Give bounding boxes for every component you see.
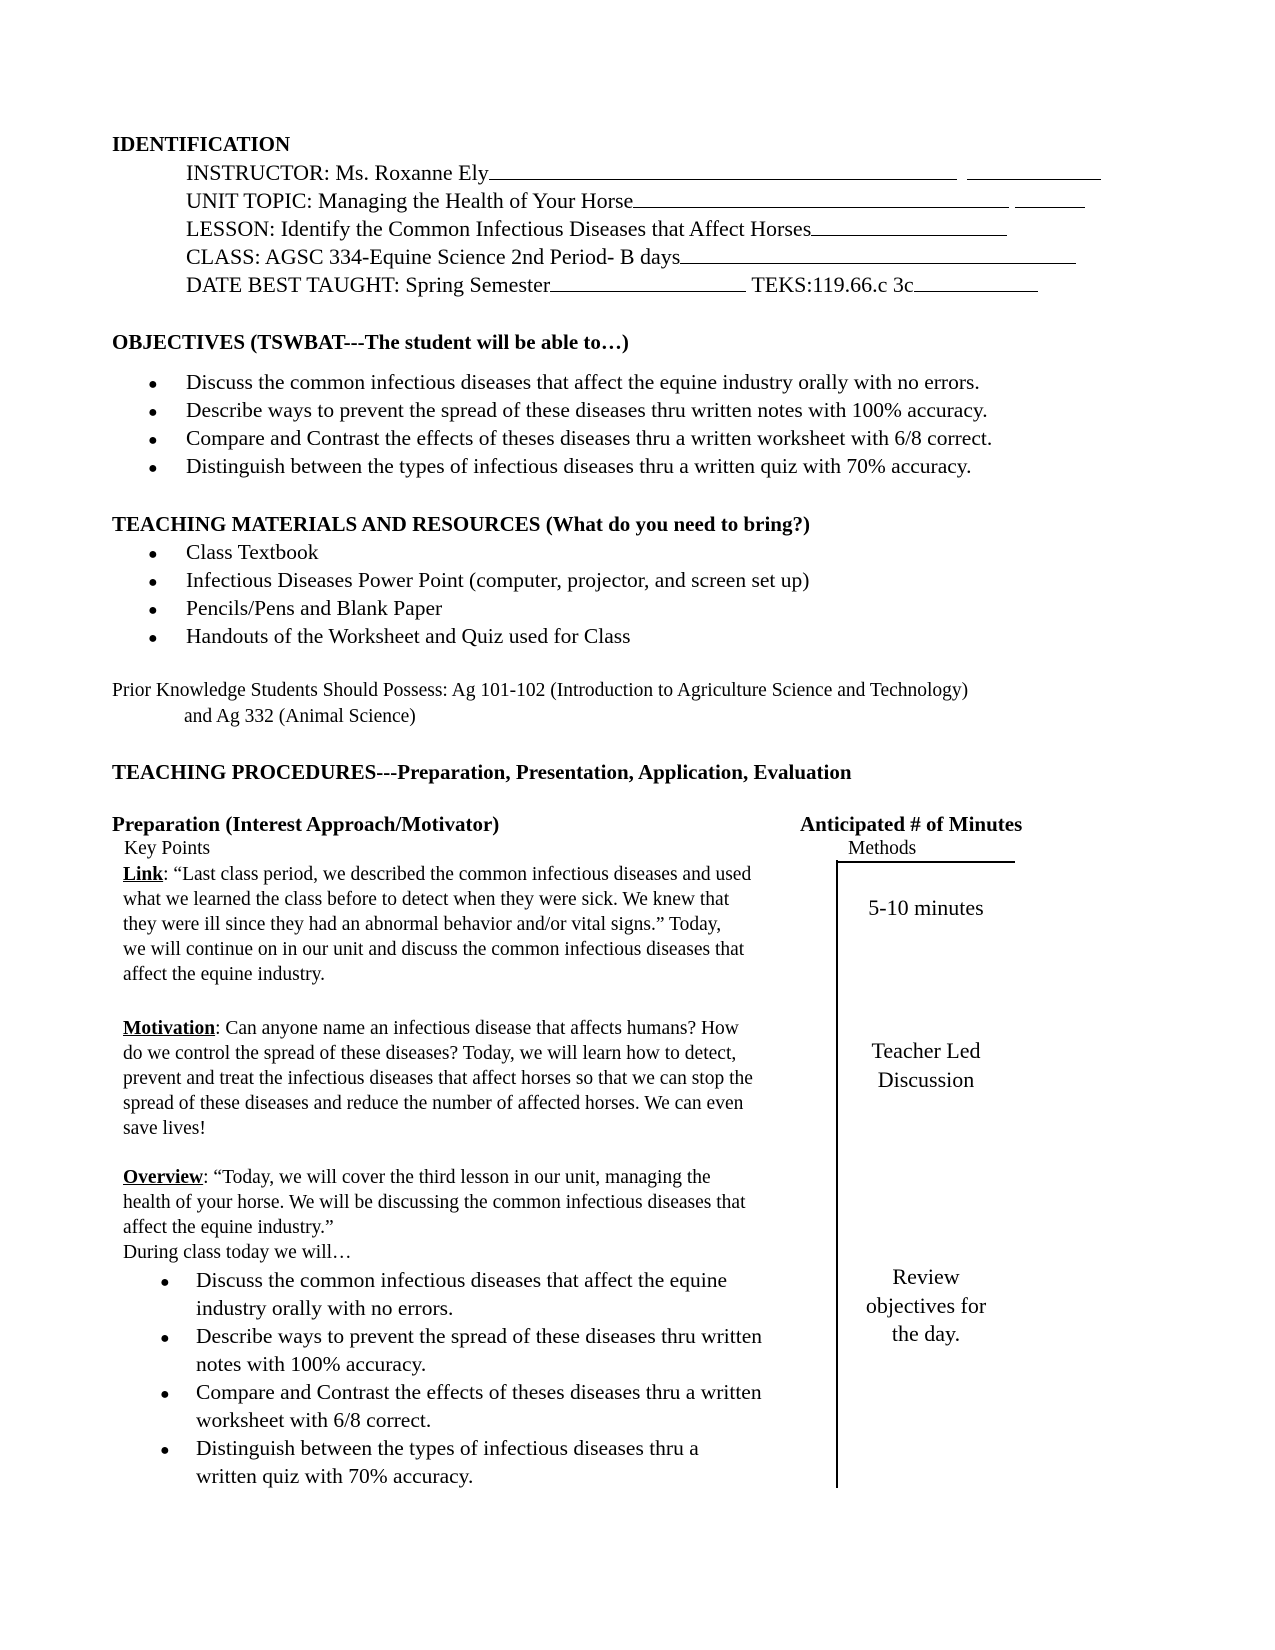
identification-heading: IDENTIFICATION bbox=[112, 132, 291, 156]
overview-bullet-cont: written quiz with 70% accuracy. bbox=[196, 1464, 474, 1488]
link-line: affect the equine industry. bbox=[123, 964, 325, 985]
bullet-icon: ● bbox=[160, 1442, 170, 1459]
motivation-line: prevent and treat the infectious diseases that affect horses so that we can stop the bbox=[123, 1068, 753, 1089]
motivation-label: Motivation bbox=[123, 1018, 216, 1039]
material-item: Infectious Diseases Power Point (computer, projector, and screen set up) bbox=[186, 568, 810, 592]
link-text: : “Last class period, we described the common infectious diseases and used bbox=[163, 864, 752, 885]
prior-knowledge-line2: and Ag 332 (Animal Science) bbox=[184, 706, 416, 727]
bullet-icon: ● bbox=[148, 630, 158, 647]
motivation-line: do we control the spread of these diseases? Today, we will learn how to detect, bbox=[123, 1043, 737, 1064]
overview-line: affect the equine industry.” bbox=[123, 1217, 334, 1238]
teks-text: TEKS:119.66.c 3c bbox=[751, 272, 914, 297]
materials-heading: TEACHING MATERIALS AND RESOURCES (What do you need to bring?) bbox=[112, 512, 810, 536]
methods-underline bbox=[837, 861, 1015, 863]
link-line: what we learned the class before to detect when they were sick. We knew that bbox=[123, 889, 730, 910]
overview-bullet-cont: industry orally with no errors. bbox=[196, 1296, 454, 1320]
overview-line bbox=[123, 1167, 711, 1189]
prior-knowledge-line1: Prior Knowledge Students Should Possess: Ag 101-102 (Introduction to Agriculture Science and Technology) bbox=[112, 680, 969, 701]
bullet-icon: ● bbox=[160, 1386, 170, 1403]
motivation-text: : Can anyone name an infectious disease that affects humans? How bbox=[215, 1018, 739, 1039]
overview-method-2: objectives for bbox=[865, 1293, 987, 1318]
lesson-line bbox=[186, 216, 1007, 242]
objective-item: Distinguish between the types of infectious diseases thru a written quiz with 70% accuracy. bbox=[186, 454, 972, 478]
bullet-icon: ● bbox=[148, 404, 158, 421]
material-item: Class Textbook bbox=[186, 540, 319, 564]
objective-item: Describe ways to prevent the spread of these diseases thru written notes with 100% accuracy. bbox=[186, 398, 988, 422]
column-divider bbox=[836, 860, 838, 1488]
link-line: they were ill since they had an abnormal behavior and/or vital signs.” Today, bbox=[123, 914, 722, 935]
procedures-heading: TEACHING PROCEDURES---Preparation, Presentation, Application, Evaluation bbox=[112, 760, 852, 784]
link-line: we will continue on in our unit and discuss the common infectious diseases that bbox=[123, 939, 745, 960]
date-line bbox=[186, 272, 1038, 298]
material-item: Pencils/Pens and Blank Paper bbox=[186, 596, 443, 620]
material-item: Handouts of the Worksheet and Quiz used for Class bbox=[186, 624, 631, 648]
overview-bullet: Compare and Contrast the effects of theses diseases thru a written bbox=[196, 1380, 762, 1404]
motivation-method-2: Discussion bbox=[877, 1067, 975, 1092]
instructor-line bbox=[186, 160, 1101, 186]
lesson-text: LESSON: Identify the Common Infectious Diseases that Affect Horses bbox=[186, 216, 812, 241]
bullet-icon: ● bbox=[148, 546, 158, 563]
bullet-icon: ● bbox=[148, 376, 158, 393]
unit-topic-line bbox=[186, 188, 1085, 214]
overview-text: : “Today, we will cover the third lesson in our unit, managing the bbox=[203, 1167, 711, 1188]
overview-line: health of your horse. We will be discussing the common infectious diseases that bbox=[123, 1192, 746, 1213]
objectives-heading: OBJECTIVES (TSWBAT---The student will be able to…) bbox=[112, 330, 629, 354]
link-method: 5-10 minutes bbox=[868, 895, 984, 920]
motivation-line: spread of these diseases and reduce the number of affected horses. We can even bbox=[123, 1093, 744, 1114]
overview-line: During class today we will… bbox=[123, 1242, 352, 1263]
date-best-taught-text: DATE BEST TAUGHT: Spring Semester bbox=[186, 272, 551, 297]
link-line bbox=[123, 864, 751, 886]
preparation-heading: Preparation (Interest Approach/Motivator) bbox=[112, 812, 500, 836]
methods-label: Methods bbox=[848, 838, 917, 859]
overview-method-1: Review bbox=[892, 1264, 960, 1289]
unit-topic-text: UNIT TOPIC: Managing the Health of Your Horse bbox=[186, 188, 634, 213]
motivation-line: save lives! bbox=[123, 1118, 206, 1139]
bullet-icon: ● bbox=[148, 602, 158, 619]
overview-bullet-cont: notes with 100% accuracy. bbox=[196, 1352, 427, 1376]
objective-item: Compare and Contrast the effects of theses diseases thru a written worksheet with 6/8 correct. bbox=[186, 426, 993, 450]
motivation-line bbox=[123, 1018, 739, 1040]
bullet-icon: ● bbox=[148, 574, 158, 591]
overview-bullet: Discuss the common infectious diseases that affect the equine bbox=[196, 1268, 727, 1292]
bullet-icon: ● bbox=[160, 1274, 170, 1291]
overview-bullet: Describe ways to prevent the spread of these diseases thru written bbox=[196, 1324, 762, 1348]
bullet-icon: ● bbox=[160, 1330, 170, 1347]
class-line bbox=[186, 244, 1076, 270]
bullet-icon: ● bbox=[148, 432, 158, 449]
bullet-icon: ● bbox=[148, 460, 158, 477]
key-points-label: Key Points bbox=[124, 838, 211, 859]
objective-item: Discuss the common infectious diseases that affect the equine industry orally with no errors. bbox=[186, 370, 980, 394]
class-text: CLASS: AGSC 334-Equine Science 2nd Period- B days bbox=[186, 244, 681, 269]
motivation-method-1: Teacher Led bbox=[871, 1038, 981, 1063]
minutes-heading: Anticipated # of Minutes bbox=[800, 812, 1023, 836]
overview-label: Overview bbox=[123, 1167, 204, 1188]
overview-method-3: the day. bbox=[891, 1321, 961, 1346]
overview-bullet-cont: worksheet with 6/8 correct. bbox=[196, 1408, 432, 1432]
instructor-text: INSTRUCTOR: Ms. Roxanne Ely bbox=[186, 160, 489, 185]
overview-bullet: Distinguish between the types of infectious diseases thru a bbox=[196, 1436, 699, 1460]
link-label: Link bbox=[123, 864, 164, 885]
